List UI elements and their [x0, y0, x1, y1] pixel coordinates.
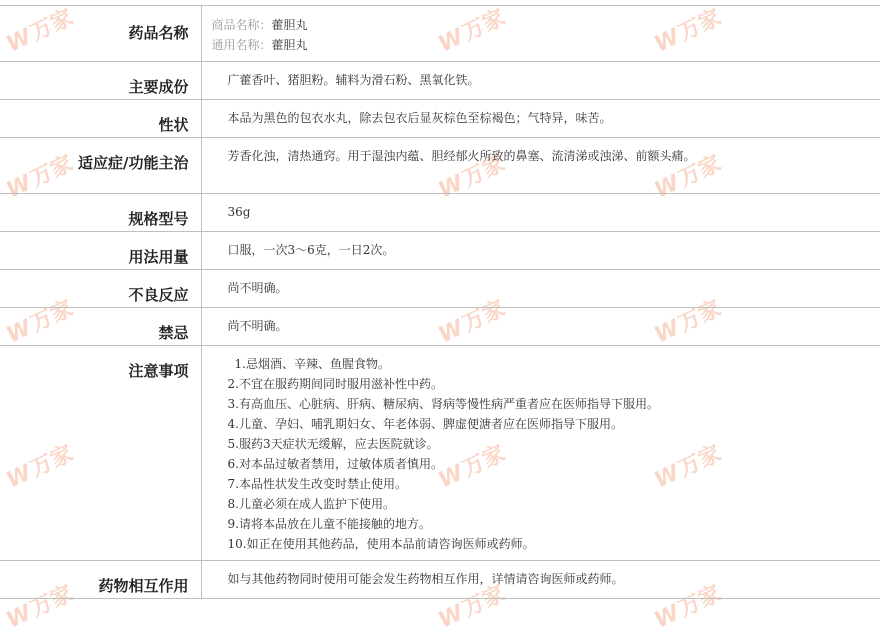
watermark-logo: W万家 [434, 151, 510, 204]
watermark-logo: W万家 [2, 5, 78, 58]
trade-name-line [212, 15, 871, 35]
row-value: 本品为黑色的包衣水丸，除去包衣后显灰棕色至棕褐色；气特异，味苦。 [201, 100, 880, 138]
row-label: 药物相互作用 [0, 561, 201, 599]
generic-name-line [212, 35, 871, 55]
row-adverse-reactions [0, 270, 880, 308]
row-value [201, 6, 880, 62]
row-value: 如与其他药物同时使用可能会发生药物相互作用，详情请咨询医师或药师。 [201, 561, 880, 599]
precaution-item: 8.儿童必须在成人监护下使用。 [227, 497, 395, 511]
row-value: 尚不明确。 [201, 308, 880, 346]
row-value: 尚不明确。 [201, 270, 880, 308]
precaution-item: 5.服药3天症状无缓解，应去医院就诊。 [227, 437, 439, 451]
watermark-logo: W万家 [2, 296, 78, 349]
watermark-logo: W万家 [650, 296, 726, 349]
row-value: 芳香化浊，清热通窍。用于湿浊内蕴、胆经郁火所致的鼻塞、流清涕或浊涕、前额头痛。 [201, 138, 880, 194]
row-label: 适应症/功能主治 [0, 138, 201, 194]
precaution-item: 3.有高血压、心脏病、肝病、糖尿病、肾病等慢性病严重者应在医师指导下服用。 [227, 397, 659, 411]
row-label: 性状 [0, 100, 201, 138]
generic-name-prefix: 通用名称： [211, 38, 272, 52]
row-value: 广藿香叶、猪胆粉。辅料为滑石粉、黑氧化铁。 [201, 62, 880, 100]
row-spec [0, 194, 880, 232]
row-contraindications [0, 308, 880, 346]
row-appearance [0, 100, 880, 138]
watermark-logo: W万家 [650, 581, 726, 634]
row-indications [0, 138, 880, 194]
watermark-logo: W万家 [650, 441, 726, 494]
row-label: 禁忌 [0, 308, 201, 346]
precaution-item: 1.忌烟酒、辛辣、鱼腥食物。 [234, 357, 390, 371]
precaution-item: 4.儿童、孕妇、哺乳期妇女、年老体弱、脾虚便溏者应在医师指导下服用。 [227, 417, 623, 431]
watermark-logo: W万家 [650, 151, 726, 204]
row-ingredients [0, 62, 880, 100]
row-value [201, 346, 880, 561]
watermark-logo: W万家 [434, 5, 510, 58]
trade-name-prefix: 商品名称： [211, 18, 272, 32]
trade-name-value: 藿胆丸 [271, 18, 308, 32]
row-value: 36g [201, 194, 880, 232]
watermark-logo: W万家 [2, 151, 78, 204]
drug-info-table [0, 5, 880, 599]
row-precautions [0, 346, 880, 561]
precaution-item: 6.对本品过敏者禁用，过敏体质者慎用。 [227, 457, 443, 471]
watermark-logo: W万家 [650, 5, 726, 58]
precaution-item: 2.不宜在服药期间同时服用滋补性中药。 [227, 377, 443, 391]
row-label: 药品名称 [0, 6, 201, 62]
row-label: 规格型号 [0, 194, 201, 232]
row-dosage [0, 232, 880, 270]
precaution-item: 10.如正在使用其他药品，使用本品前请咨询医师或药师。 [227, 537, 535, 551]
row-interactions [0, 561, 880, 599]
precautions-list [228, 354, 871, 554]
watermark-logo: W万家 [434, 441, 510, 494]
precaution-item: 9.请将本品放在儿童不能接触的地方。 [227, 517, 431, 531]
watermark-logo: W万家 [2, 441, 78, 494]
row-value: 口服，一次3～6克，一日2次。 [201, 232, 880, 270]
row-label: 注意事项 [0, 346, 201, 561]
row-label: 用法用量 [0, 232, 201, 270]
watermark-logo: W万家 [2, 581, 78, 634]
precaution-item: 7.本品性状发生改变时禁止使用。 [227, 477, 407, 491]
row-label: 不良反应 [0, 270, 201, 308]
watermark-logo: W万家 [434, 296, 510, 349]
row-label: 主要成份 [0, 62, 201, 100]
row-drug-name [0, 6, 880, 62]
watermark-logo: W万家 [434, 581, 510, 634]
generic-name-value: 藿胆丸 [271, 38, 308, 52]
